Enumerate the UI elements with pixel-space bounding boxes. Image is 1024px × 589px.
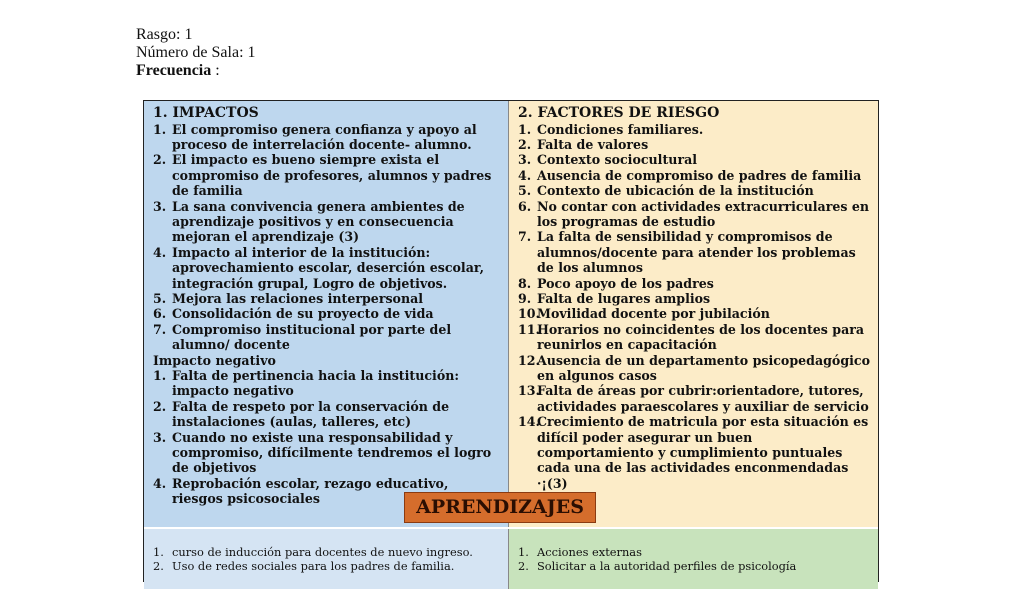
list-item: 4. Reprobación escolar, rezago educativo, riesgos psicosociales: [153, 475, 449, 507]
list-item: 4. Impacto al interior de la institución: aprovechamiento escolar, deserción escolar, integración grupal, Logro de objetivos.: [153, 244, 484, 291]
impactos-title: 1. IMPACTOS: [153, 105, 259, 121]
list-item: 3. La sana convivencia genera ambientes de aprendizaje positivos y en consecuencia mejoran el aprendizaje (3): [153, 198, 465, 245]
list-item: 5. Contexto de ubicación de la institución: [518, 183, 814, 199]
list-item: 7. La falta de sensibilidad y compromisos de alumnos/docente para atender los problemas de los alumnos: [518, 229, 856, 276]
list-item: 3. Contexto sociocultural: [518, 152, 698, 168]
list-item: 7. Compromiso institucional por parte del alumno/ docente: [153, 321, 452, 353]
list-item: 1. Falta de pertinencia hacia la institución: impacto negativo: [153, 368, 460, 399]
list-item: 2. El impacto es bueno siempre exista el compromiso de profesores, alumnos y padres de familia: [153, 152, 492, 199]
list-item: 6. Consolidación de su proyecto de vida: [153, 306, 434, 322]
frecuencia-line: [136, 62, 256, 80]
list-item: 4. Ausencia de compromiso de padres de familia: [518, 167, 862, 183]
list-item: 1. Condiciones familiares.: [518, 121, 704, 137]
list-item: 1. curso de inducción para docentes de nuevo ingreso.: [153, 545, 473, 559]
list-item: 8. Poco apoyo de los padres: [518, 275, 714, 291]
frecuencia-label: Frecuencia: [136, 62, 212, 79]
list-item: 11. Horarios no coincidentes de los docentes para reunirlos en capacitación: [518, 321, 865, 353]
list-item: 5. Mejora las relaciones interpersonal: [153, 290, 424, 306]
impactos-list: [153, 122, 500, 353]
document-header: [136, 26, 256, 80]
factores-riesgo-list: [518, 122, 870, 492]
aprendizajes-right-cell: [509, 529, 878, 589]
rasgo-label: Rasgo: 1: [136, 26, 193, 43]
impacto-negativo-title: Impacto negativo: [153, 352, 276, 368]
factores-riesgo-title: 2. FACTORES DE RIESGO: [518, 105, 720, 121]
list-item: 2. Solicitar a la autoridad perfiles de psicología: [518, 559, 797, 573]
list-item: 2. Falta de valores: [518, 136, 649, 152]
aprendizajes-badge: APRENDIZAJES: [404, 492, 596, 523]
sala-label: Número de Sala: 1: [136, 44, 256, 61]
list-item: 6. No contar con actividades extracurriculares en los programas de estudio: [518, 198, 869, 229]
list-item: 13. Falta de áreas por cubrir:orientadore, tutores, actividades paraescolares y auxiliar de servicio: [518, 383, 869, 414]
aprendizajes-right-list: [518, 545, 870, 573]
list-item: 1. Acciones externas: [518, 545, 642, 559]
list-item: 12. Ausencia de un departamento psicopedagógico en algunos casos: [518, 352, 870, 383]
frecuencia-colon: :: [211, 62, 220, 79]
aprendizajes-left-cell: [144, 529, 509, 589]
list-item: 14. Crecimiento de matricula por esta situación es difícil poder asegurar un buen comportamiento y cumplimiento puntuales cada una de las actividades enconmendadas ·¡(3): [518, 414, 869, 491]
impactos-cell: [144, 101, 509, 527]
list-item: 9. Falta de lugares amplios: [518, 290, 711, 306]
list-item: 10. Movilidad docente por jubilación: [518, 306, 770, 322]
list-item: 1. El compromiso genera confianza y apoyo al proceso de interrelación docente- alumno.: [153, 121, 477, 152]
list-item: 2. Uso de redes sociales para los padres de familia.: [153, 559, 455, 573]
impacto-negativo-list: [153, 368, 500, 507]
list-item: 2. Falta de respeto por la conservación de instalaciones (aulas, talleres, etc): [153, 398, 450, 430]
aprendizajes-left-list: [153, 545, 500, 573]
factores-riesgo-cell: [509, 101, 878, 527]
list-item: 3. Cuando no existe una responsabilidad y compromiso, difícilmente tendremos el logro de objetivos: [153, 429, 492, 476]
